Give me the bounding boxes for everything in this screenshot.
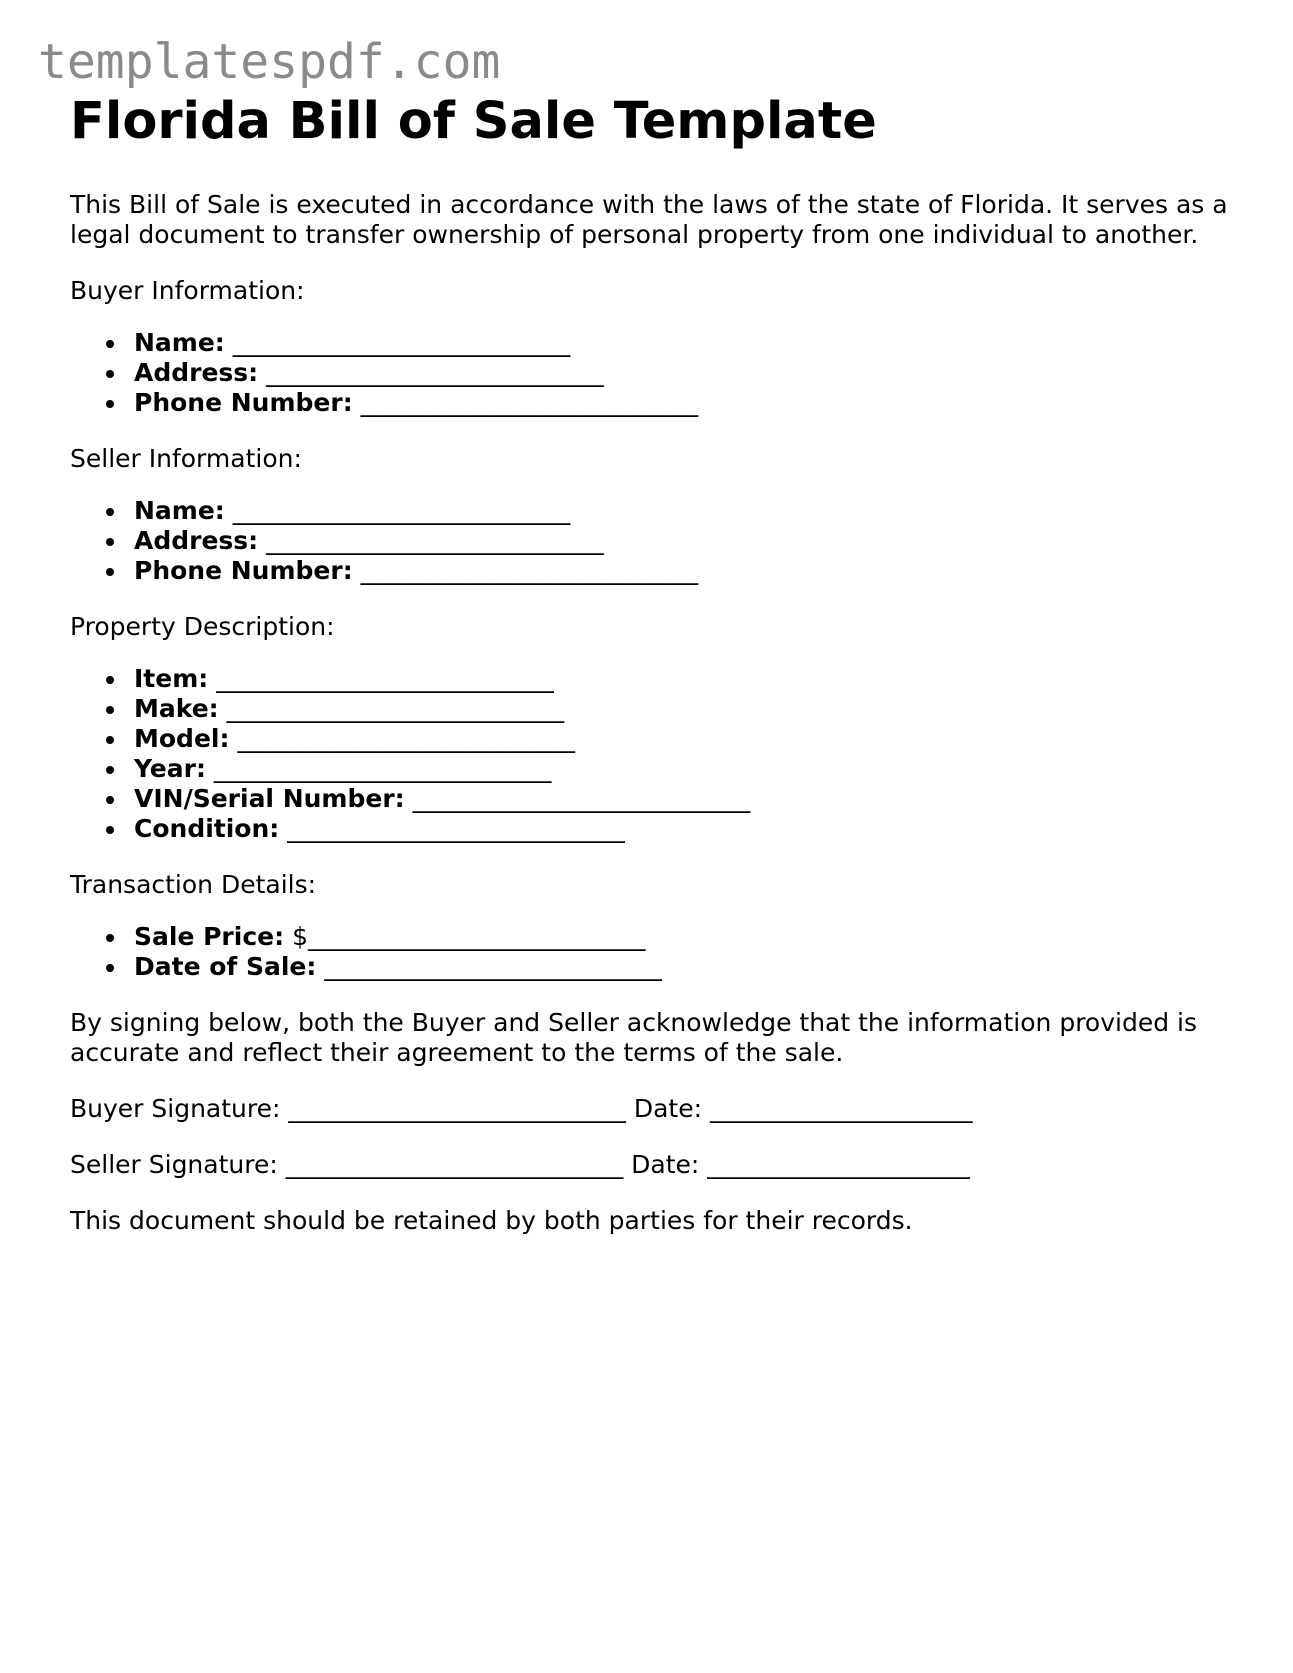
buyer-address-field — [134, 358, 1230, 388]
buyer-section-heading: Buyer Information: — [70, 276, 305, 305]
field-label: Year: — [134, 754, 206, 783]
transaction-section-heading: Transaction Details: — [70, 870, 317, 899]
field-label: Make: — [134, 694, 219, 723]
buyer-name-field — [134, 328, 1230, 358]
blank-line: ___________________________ — [216, 664, 554, 693]
closing-note: This document should be retained by both parties for their records. — [70, 1206, 913, 1235]
field-label: Phone Number: — [134, 556, 353, 585]
seller-field-list — [70, 496, 1230, 586]
property-item-field — [134, 664, 1230, 694]
seller-name-field — [134, 496, 1230, 526]
blank-line: ___________________________ — [266, 358, 604, 387]
field-label: Model: — [134, 724, 230, 753]
seller-address-field — [134, 526, 1230, 556]
property-field-list — [70, 664, 1230, 844]
field-label: Item: — [134, 664, 209, 693]
property-year-field — [134, 754, 1230, 784]
property-make-field — [134, 694, 1230, 724]
buyer-signature-line: Buyer Signature: ___________________________ Date: _____________________ — [70, 1094, 973, 1123]
blank-line: ___________________________ — [412, 784, 751, 813]
page-title: Florida Bill of Sale Template — [70, 92, 877, 151]
blank-line: $___________________________ — [292, 922, 646, 951]
property-model-field — [134, 724, 1230, 754]
field-label: Condition: — [134, 814, 280, 843]
field-label: Phone Number: — [134, 388, 353, 417]
property-condition-field — [134, 814, 1230, 844]
buyer-phone-field — [134, 388, 1230, 418]
property-vin-field — [134, 784, 1230, 814]
field-label: Name: — [134, 496, 225, 525]
blank-line: ___________________________ — [237, 724, 575, 753]
seller-signature-line: Seller Signature: ___________________________ Date: _____________________ — [70, 1150, 970, 1179]
field-label: Address: — [134, 358, 259, 387]
acknowledgement-statement: By signing below, both the Buyer and Seller acknowledge that the information provided is accurate and reflect their agreement to the terms of the sale. — [70, 1008, 1197, 1067]
blank-line: ___________________________ — [324, 952, 662, 981]
property-section-heading: Property Description: — [70, 612, 335, 641]
seller-phone-field — [134, 556, 1230, 586]
blank-line: ___________________________ — [360, 388, 699, 417]
field-label: Sale Price: — [134, 922, 285, 951]
date-of-sale-field — [134, 952, 1230, 982]
field-label: Name: — [134, 328, 225, 357]
intro-paragraph: This Bill of Sale is executed in accordance with the laws of the state of Florida. It serves as a legal document to transfer ownership of personal property from one individual to another. — [70, 190, 1228, 249]
watermark: templatespdf.com — [38, 34, 501, 90]
transaction-field-list — [70, 922, 1230, 982]
blank-line: ___________________________ — [287, 814, 625, 843]
document-body — [70, 88, 1230, 1236]
blank-line: ___________________________ — [360, 556, 699, 585]
field-label: VIN/Serial Number: — [134, 784, 405, 813]
buyer-field-list — [70, 328, 1230, 418]
seller-section-heading: Seller Information: — [70, 444, 302, 473]
sale-price-field — [134, 922, 1230, 952]
blank-line: ___________________________ — [213, 754, 552, 783]
blank-line: ___________________________ — [232, 328, 571, 357]
field-label: Date of Sale: — [134, 952, 317, 981]
field-label: Address: — [134, 526, 259, 555]
blank-line: ___________________________ — [266, 526, 604, 555]
blank-line: ___________________________ — [232, 496, 571, 525]
blank-line: ___________________________ — [226, 694, 565, 723]
